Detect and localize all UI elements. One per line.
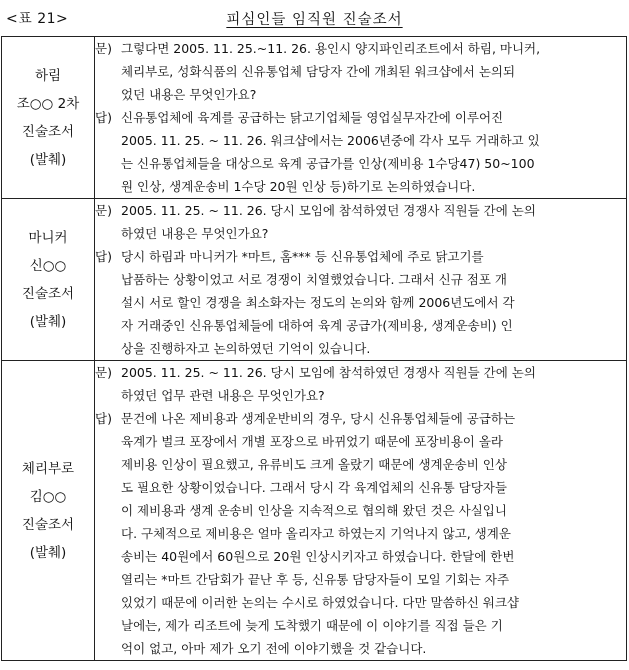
statement-source-line: 진술조서 (21, 516, 75, 533)
answer-line: 날에는, 제가 리조트에 늦게 도착했기 때문에 이 이야기를 직접 들은 기 (121, 618, 503, 633)
statement-source-line: 체리부로 (21, 460, 75, 477)
answer-line: 송비는 40원에서 60원으로 20원 인상시키자고 하였습니다. 한달에 한번 (121, 549, 515, 564)
answer-line: 설시 서로 할인 경쟁을 최소화자는 정도의 논의와 함께 2006년도에서 각 (121, 295, 515, 310)
answer-line: 제비용 인상이 필요했고, 유류비도 크게 올랐기 때문에 생계운송비 인상 (121, 457, 507, 472)
answer-line: 상을 진행하자고 논의하였던 기억이 있습니다. (121, 341, 371, 356)
statement-source-line: 하림 (34, 67, 62, 84)
question-label: 문) (95, 203, 112, 218)
answer-line: 도 필요한 상황이었습니다. 그래서 당시 각 육계업체의 신유통 담당자들 (121, 480, 507, 495)
question-line: 그렇다면 2005. 11. 25.~11. 26. 용인시 양지파인리조트에서 하림, 마니커, (121, 41, 541, 56)
statement-source-cell (2, 199, 95, 361)
statement-source-line: 진술조서 (21, 123, 75, 140)
statement-source-cell (2, 361, 95, 661)
statement-source-line: (발췌) (29, 313, 67, 330)
question-block (95, 361, 626, 407)
statement-source-line: 마니커 (28, 229, 68, 246)
question-line: 하였던 업무 관련 내용은 무엇인가요? (121, 388, 325, 403)
answer-label: 답) (95, 249, 112, 264)
statement-source-line: (발췌) (29, 151, 67, 168)
answer-line: 다. 구체적으로 제비용은 얼마 올리자고 하였는지 기억나지 않고, 생계운 (121, 526, 511, 541)
question-block (95, 37, 626, 106)
answer-text (121, 106, 626, 198)
statement-source-line: 조○○ 2차 (16, 95, 80, 112)
statement-content-cell (95, 199, 627, 361)
table-row (2, 199, 627, 361)
table-label: <표 21> (6, 11, 69, 27)
statement-source-line: (발췌) (29, 544, 67, 561)
table-row (2, 361, 627, 661)
question-block (95, 199, 626, 245)
answer-line: 열리는 *마트 간담회가 끝난 후 등, 신유통 담당자들이 모일 기회는 자주 (121, 572, 510, 587)
answer-line: 이 제비용과 생계 운송비 인상을 지속적으로 협의해 왔던 것은 사실입니 (121, 503, 507, 518)
statement-source-line: 김○○ (29, 488, 67, 505)
answer-label: 답) (95, 110, 112, 125)
question-text (121, 37, 626, 106)
answer-line: 문건에 나온 제비용과 생계운반비의 경우, 당시 신유통업체들에 공급하는 (121, 411, 516, 426)
statement-table (1, 36, 627, 661)
answer-block (95, 245, 626, 360)
answer-text (121, 407, 626, 660)
statement-content-cell (95, 361, 627, 661)
answer-line: 는 신유통업체들을 대상으로 육계 공급가를 인상(제비용 1수당47) 50~100 (121, 156, 535, 171)
page-title: 피심인들 임직원 진술조서 (226, 12, 403, 28)
question-text (121, 199, 626, 245)
answer-line: 2005. 11. 25. ~ 11. 26. 워크샵에서는 2006년중에 각사 모두 거래하고 있 (121, 133, 540, 148)
table-body (2, 37, 627, 661)
question-line: 2005. 11. 25. ~ 11. 26. 당시 모임에 참석하였던 경쟁사 직원들 간에 논의 (121, 203, 536, 218)
statement-source-cell (2, 37, 95, 199)
answer-line: 신유통업체에 육계를 공급하는 닭고기업체들 영업실무자간에 이루어진 (121, 110, 504, 125)
question-text (121, 361, 626, 407)
answer-line: 납품하는 상황이었고 서로 경쟁이 치열했었습니다. 그래서 신규 점포 개 (121, 272, 507, 287)
answer-label: 답) (95, 411, 112, 426)
statement-source-line: 진술조서 (21, 285, 75, 302)
question-line: 체리부로, 성화식품의 신유통업체 담당자 간에 개최된 워크샵에서 논의되 (121, 64, 516, 79)
answer-line: 자 거래중인 신유통업체들에 대하여 육계 공급가(제비용, 생계운송비) 인 (121, 318, 513, 333)
answer-line: 육계가 벌크 포장에서 개별 포장으로 바뀌었기 때문에 포장비용이 올라 (121, 434, 503, 449)
answer-line: 당시 하림과 마니커가 *마트, 홈*** 등 신유통업체에 주로 닭고기를 (121, 249, 484, 264)
answer-line: 억이 없고, 아마 제가 오기 전에 이야기했을 것 같습니다. (121, 641, 427, 656)
question-line: 2005. 11. 25. ~ 11. 26. 당시 모임에 참석하였던 경쟁사 직원들 간에 논의 (121, 365, 536, 380)
answer-line: 원 인상, 생계운송비 1수당 20원 인상 등)하기로 논의하였습니다. (121, 179, 476, 194)
answer-text (121, 245, 626, 360)
question-line: 하였던 내용은 무엇인가요? (121, 226, 269, 241)
document-header (0, 0, 629, 34)
answer-block (95, 407, 626, 660)
answer-line: 있었기 때문에 이러한 논의는 수시로 하였었습니다. 다만 말씀하신 워크샵 (121, 595, 520, 610)
answer-block (95, 106, 626, 198)
table-row (2, 37, 627, 199)
statement-content-cell (95, 37, 627, 199)
question-line: 었던 내용은 무엇인가요? (121, 87, 257, 102)
statement-source-line: 신○○ (29, 257, 67, 274)
question-label: 문) (95, 365, 112, 380)
question-label: 문) (95, 41, 112, 56)
